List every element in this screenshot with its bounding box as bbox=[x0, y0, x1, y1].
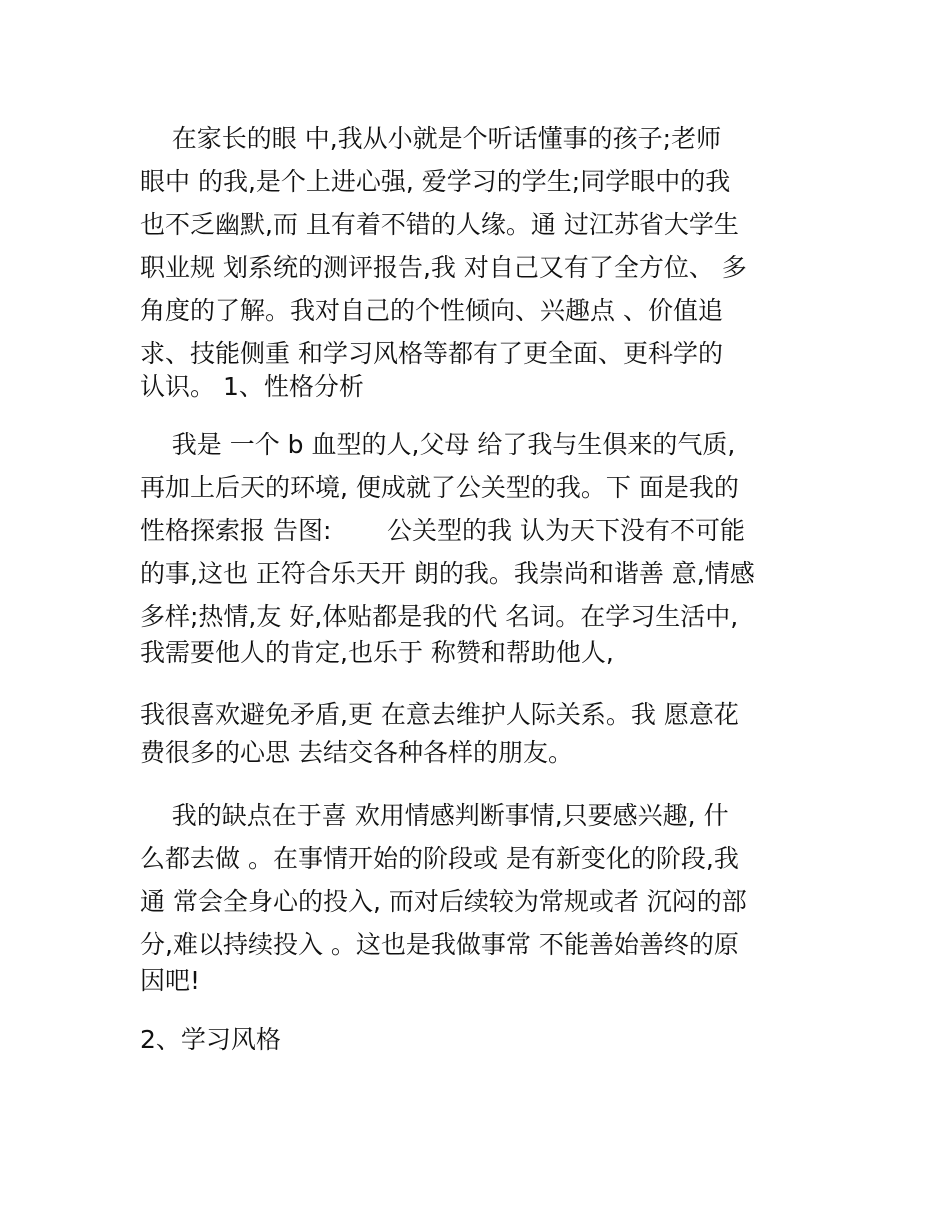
text-line: 我很喜欢避免矛盾,更 在意去维护人际关系。我 愿意花 bbox=[140, 700, 739, 729]
section-heading: 2、学习风格 bbox=[140, 1025, 281, 1054]
text-line: 也不乏幽默,而 且有着不错的人缘。通 过江苏省大学生 bbox=[140, 210, 739, 239]
text-line: 求、技能侧重 和学习风格等都有了更全面、更科学的 bbox=[140, 339, 723, 368]
text-line: 认识。 1、性格分析 bbox=[140, 372, 364, 401]
text-line: 再加上后天的环境, 便成就了公关型的我。下 面是我的 bbox=[140, 473, 739, 502]
text-line: 么都去做 。在事情开始的阶段或 是有新变化的阶段,我 bbox=[140, 844, 739, 873]
text-line: 我需要他人的肯定,也乐于 称赞和帮助他人, bbox=[140, 638, 614, 667]
text-line: 在家长的眼 中,我从小就是个听话懂事的孩子;老师 bbox=[140, 124, 722, 153]
text-line: 多样;热情,友 好,体贴都是我的代 名词。在学习生活中, bbox=[140, 602, 739, 631]
text-line: 我的缺点在于喜 欢用情感判断事情,只要感兴趣, 什 bbox=[140, 801, 729, 830]
text-line: 分,难以持续投入 。这也是我做事常 不能善始善终的原 bbox=[140, 930, 739, 959]
text-line: 角度的了解。我对自己的个性倾向、兴趣点 、价值追 bbox=[140, 296, 723, 325]
text-line: 职业规 划系统的测评报告,我 对自己又有了全方位、 多 bbox=[140, 253, 747, 282]
text-line: 费很多的心思 去结交各种各样的朋友。 bbox=[140, 738, 573, 767]
text-line: 我是 一个 b 血型的人,父母 给了我与生俱来的气质, bbox=[140, 430, 736, 459]
text-line: 通 常会全身心的投入, 而对后续较为常规或者 沉闷的部 bbox=[140, 887, 747, 916]
text-line: 性格探索报 告图: 公关型的我 认为天下没有不可能 bbox=[140, 516, 745, 545]
text-line: 的事,这也 正符合乐天开 朗的我。我崇尚和谐善 意,情感 bbox=[140, 559, 755, 588]
text-line: 因吧! bbox=[140, 966, 201, 995]
text-line: 眼中 的我,是个上进心强, 爱学习的学生;同学眼中的我 bbox=[140, 167, 731, 196]
